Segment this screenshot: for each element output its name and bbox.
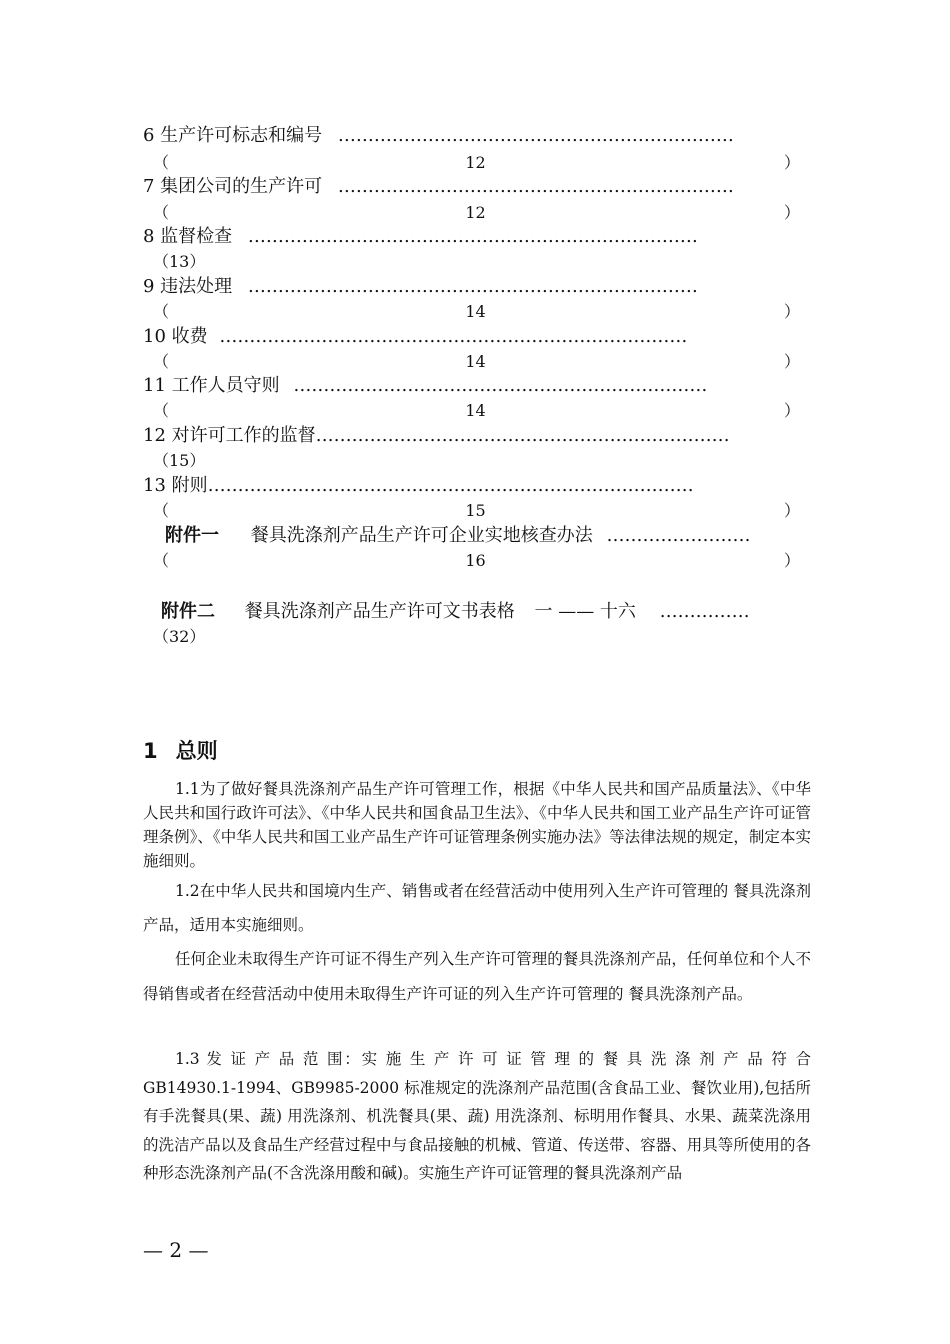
paren-left: （	[153, 153, 170, 172]
toc-page-line	[143, 152, 808, 174]
toc-entry	[143, 374, 808, 398]
paren-right: ）	[783, 153, 800, 172]
toc-page-line	[143, 301, 808, 323]
toc-title: 7 集团公司的生产许可	[143, 176, 323, 197]
toc-dots: …………………………………………………………	[337, 125, 734, 146]
toc-title: 10 收费	[143, 326, 208, 347]
toc-entry	[143, 124, 808, 148]
toc-dots: ……………………………………………………………………	[219, 326, 688, 347]
toc-dots: ……………………………………………………………	[315, 425, 730, 446]
toc-page-line	[143, 500, 808, 522]
paren-right: ）	[783, 203, 800, 222]
toc-dots: ………………………………………………………………………	[207, 475, 694, 496]
toc-dots: ……………	[659, 601, 750, 622]
paren-right: ）	[783, 352, 800, 371]
paren-right: ）	[783, 302, 800, 321]
toc-page-number: 15	[465, 501, 486, 520]
toc-page-number: 14	[465, 302, 486, 321]
toc-entry	[143, 424, 808, 448]
toc-title: 12 对许可工作的监督	[143, 425, 316, 446]
toc-entry	[143, 275, 808, 299]
paragraph-text: 1.3 发 证 产 品 范 围：实 施 生 产 许 可 证 管 理 的 餐 具 洗 涤 剂 产 品 符 合 GB14930.1-1994、GB9985-2000 标准规定的洗涤剂产品范围(含食品工业、餐饮业用),包括所有手洗餐具(果、蔬) 用洗涤剂、机洗餐具(果、蔬) 用洗涤剂、标明用作餐具、水果、蔬菜洗涤用的洗洁产品以及食品生产经营过程中与食品接触的机械、管道、传送带、容器、用具等所使用的各种形态洗涤剂产品(不含洗涤用酸和碱)。实施生产许可证管理的餐具洗涤剂产品	[143, 1050, 811, 1182]
toc-dots: ……………………	[606, 525, 751, 546]
annex-label: 附件一	[165, 525, 219, 546]
paren-left: （	[153, 302, 170, 321]
toc-dots: …………………………………………………………………	[247, 276, 698, 297]
toc-page-number: 16	[465, 551, 486, 570]
paren-left: （	[153, 401, 170, 420]
toc-dots: …………………………………………………………………	[247, 226, 698, 247]
toc-entry	[143, 325, 808, 349]
paren-left: （	[153, 501, 170, 520]
toc-page-line	[143, 400, 808, 422]
toc-dots: ……………………………………………………………	[293, 375, 708, 396]
toc-page-line	[143, 450, 808, 472]
toc-entry	[143, 225, 808, 249]
paren-left: （	[153, 352, 170, 371]
annex-label: 附件二	[161, 601, 215, 622]
paragraph	[143, 1045, 811, 1188]
toc-page-number: （15）	[153, 451, 206, 470]
annex-title: 餐具洗涤剂产品生产许可文书表格	[244, 601, 515, 622]
toc-page-number: 12	[465, 153, 486, 172]
toc-page-line	[143, 626, 808, 648]
paragraph	[143, 874, 811, 942]
toc-title: 13 附则	[143, 475, 208, 496]
page-number: — 2 —	[143, 1238, 209, 1262]
paren-right: ）	[783, 551, 800, 570]
annex-page-range: 一 —— 十六	[534, 601, 636, 622]
toc-title: 11 工作人员守则	[143, 375, 280, 396]
toc-title: 8 监督检查	[143, 226, 233, 247]
annex-entry	[143, 524, 808, 548]
paren-left: （	[153, 551, 170, 570]
toc-page-number: 14	[465, 352, 486, 371]
section-heading	[143, 735, 218, 765]
annex-title: 餐具洗涤剂产品生产许可企业实地核查办法	[250, 525, 593, 546]
paren-left: （	[153, 203, 170, 222]
paragraph	[143, 942, 811, 1012]
paren-right: ）	[783, 501, 800, 520]
paragraph-text: 1.1为了做好餐具洗涤剂产品生产许可管理工作，根据《中华人民共和国产品质量法》、《中华人民共和国行政许可法》、《中华人民共和国食品卫生法》、《中华人民共和国工业产品生产许可证管理条例》、《中华人民共和国工业产品生产许可证管理条例实施办法》等法律法规的规定，制定本实施细则。	[143, 780, 811, 870]
toc-page-number: 14	[465, 401, 486, 420]
toc-entry	[143, 474, 808, 498]
toc-entry	[143, 175, 808, 199]
paragraph-text: 1.2在中华人民共和国境内生产、销售或者在经营活动中使用列入生产许可管理的 餐具洗涤剂产品，适用本实施细则。	[143, 882, 811, 934]
paragraph-text: 任何企业未取得生产许可证不得生产列入生产许可管理的餐具洗涤剂产品，任何单位和个人不得销售或者在经营活动中使用未取得生产许可证的列入生产许可管理的 餐具洗涤剂产品。	[143, 950, 811, 1003]
section-number: 1	[143, 739, 158, 763]
toc-page-number: 12	[465, 203, 486, 222]
toc-page-line	[143, 351, 808, 373]
toc-title: 6 生产许可标志和编号	[143, 125, 323, 146]
toc-page-line	[143, 202, 808, 224]
toc-page-line	[143, 251, 808, 273]
toc-page-number: （32）	[153, 627, 206, 646]
toc-page-line	[143, 550, 808, 572]
section-title: 总则	[175, 739, 218, 763]
paragraph	[143, 777, 811, 873]
toc-title: 9 违法处理	[143, 276, 233, 297]
paren-right: ）	[783, 401, 800, 420]
annex-entry	[143, 600, 808, 624]
toc-dots: …………………………………………………………	[337, 176, 734, 197]
toc-page-number: （13）	[153, 252, 206, 271]
